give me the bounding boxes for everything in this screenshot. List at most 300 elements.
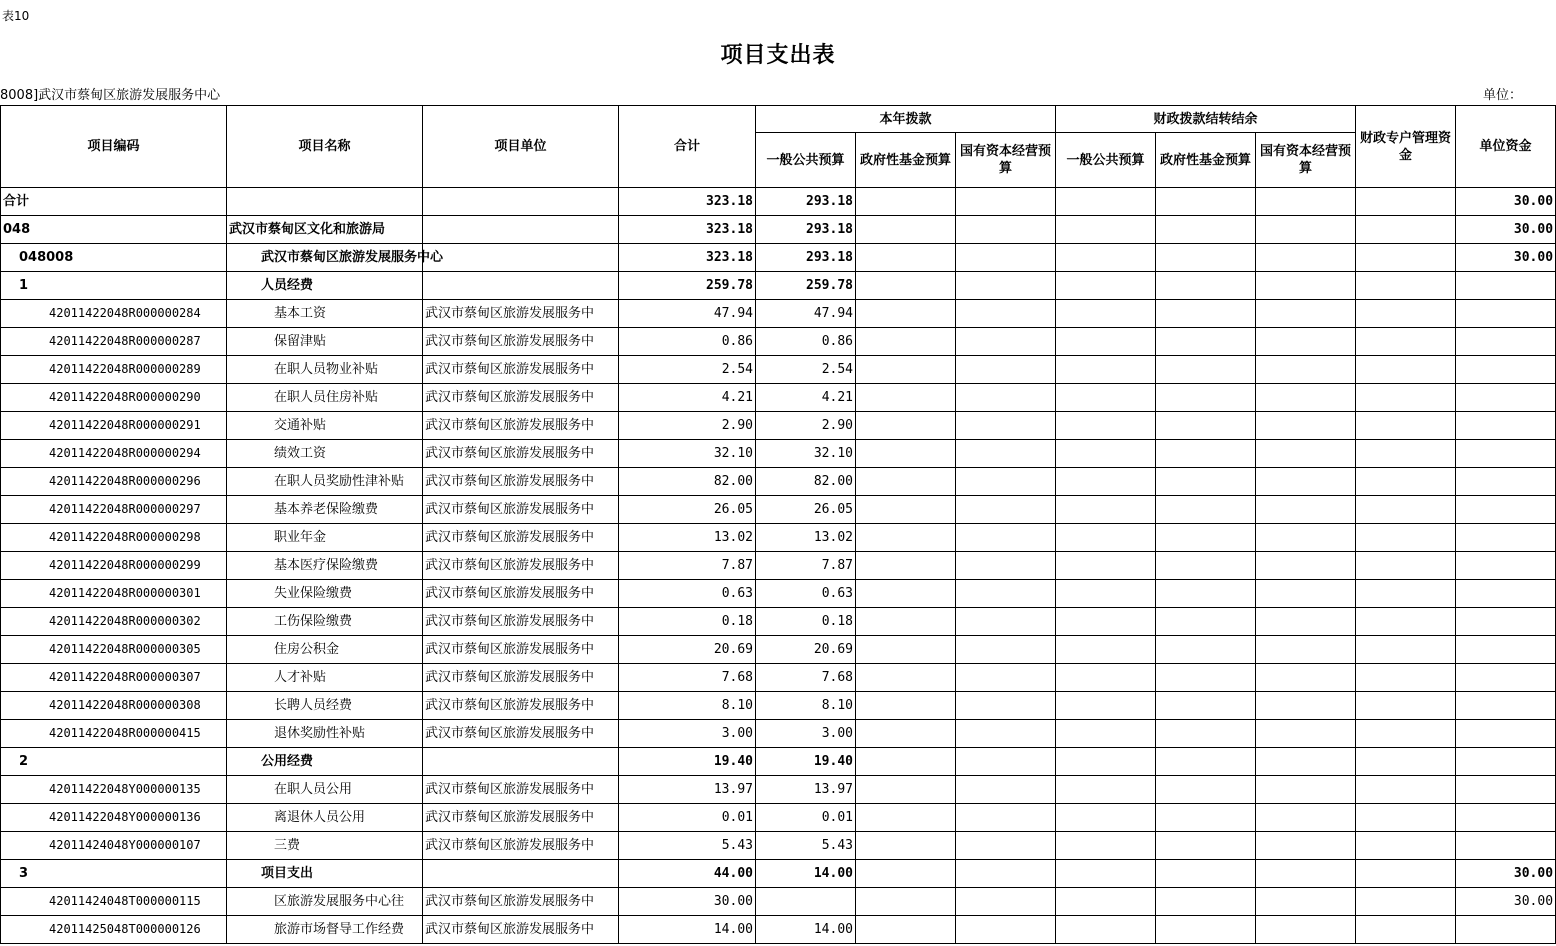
cell-carry-general [1056,636,1156,664]
cell-name: 交通补贴 [227,412,423,440]
cell-carry-govfund [1156,748,1256,776]
cell-govfund [856,328,956,356]
cell-state-capital [956,776,1056,804]
cell-carry-state [1256,580,1356,608]
cell-carry-state [1256,860,1356,888]
cell-name: 长聘人员经费 [227,692,423,720]
cell-name: 职业年金 [227,524,423,552]
cell-general-budget: 32.10 [756,440,856,468]
cell-special-account [1356,188,1456,216]
cell-carry-govfund [1156,468,1256,496]
cell-unit-funds [1456,300,1556,328]
cell-unit [423,216,619,244]
cell-unit-funds [1456,356,1556,384]
cell-govfund [856,496,956,524]
cell-unit-funds [1456,328,1556,356]
cell-total: 19.40 [619,748,756,776]
cell-general-budget: 82.00 [756,468,856,496]
cell-carry-state [1256,440,1356,468]
cell-unit-funds [1456,720,1556,748]
cell-carry-general [1056,468,1156,496]
cell-code: 42011422048R000000296 [1,468,227,496]
cell-carry-state [1256,832,1356,860]
header-govfund-1: 政府性基金预算 [856,133,956,188]
cell-general-budget: 14.00 [756,916,856,944]
cell-carry-state [1256,328,1356,356]
cell-state-capital [956,832,1056,860]
cell-total: 2.54 [619,356,756,384]
cell-unit: 武汉市蔡甸区旅游发展服务中 [423,524,619,552]
cell-code: 42011422048R000000415 [1,720,227,748]
cell-total: 323.18 [619,188,756,216]
cell-name: 离退休人员公用 [227,804,423,832]
cell-unit-funds: 30.00 [1456,244,1556,272]
table-row [1,804,1556,832]
cell-total: 0.01 [619,804,756,832]
cell-unit-funds [1456,524,1556,552]
cell-total: 26.05 [619,496,756,524]
cell-code: 42011424048T000000115 [1,888,227,916]
cell-state-capital [956,272,1056,300]
cell-carry-govfund [1156,776,1256,804]
cell-carry-govfund [1156,440,1256,468]
page-title: 项目支出表 [720,42,836,68]
table-row [1,384,1556,412]
cell-carry-general [1056,384,1156,412]
cell-total: 44.00 [619,860,756,888]
cell-name: 人员经费 [227,272,423,300]
cell-code: 合计 [1,188,227,216]
cell-general-budget: 3.00 [756,720,856,748]
cell-code: 42011422048R000000284 [1,300,227,328]
table-row [1,328,1556,356]
cell-general-budget [756,888,856,916]
cell-special-account [1356,412,1456,440]
cell-carry-state [1256,664,1356,692]
cell-code: 2 [1,748,227,776]
cell-unit-funds [1456,468,1556,496]
table-row [1,216,1556,244]
cell-total: 30.00 [619,888,756,916]
table-row [1,916,1556,944]
cell-total: 259.78 [619,272,756,300]
cell-name: 在职人员奖励性津补贴 [227,468,423,496]
cell-carry-general [1056,412,1156,440]
cell-govfund [856,524,956,552]
cell-govfund [856,412,956,440]
cell-unit-funds [1456,272,1556,300]
cell-carry-govfund [1156,580,1256,608]
cell-carry-state [1256,748,1356,776]
cell-code: 42011424048Y000000107 [1,832,227,860]
cell-unit-funds: 30.00 [1456,860,1556,888]
cell-carry-govfund [1156,272,1256,300]
table-number: 表10 [2,9,30,23]
cell-general-budget: 14.00 [756,860,856,888]
cell-general-budget: 293.18 [756,244,856,272]
cell-code: 3 [1,860,227,888]
cell-carry-govfund [1156,328,1256,356]
cell-state-capital [956,496,1056,524]
cell-state-capital [956,552,1056,580]
cell-unit: 武汉市蔡甸区旅游发展服务中 [423,832,619,860]
cell-unit [423,188,619,216]
cell-code: 42011422048R000000297 [1,496,227,524]
cell-total: 2.90 [619,412,756,440]
cell-carry-state [1256,776,1356,804]
header-unit: 项目单位 [423,106,619,188]
header-unit-funds: 单位资金 [1456,106,1556,188]
cell-carry-govfund [1156,692,1256,720]
cell-carry-state [1256,244,1356,272]
table-row [1,608,1556,636]
cell-code: 42011422048R000000294 [1,440,227,468]
cell-code: 42011422048R000000289 [1,356,227,384]
cell-carry-general [1056,496,1156,524]
cell-carry-general [1056,608,1156,636]
cell-unit: 武汉市蔡甸区旅游发展服务中 [423,720,619,748]
cell-state-capital [956,692,1056,720]
cell-code: 42011422048R000000308 [1,692,227,720]
cell-carry-general [1056,188,1156,216]
cell-state-capital [956,468,1056,496]
header-code: 项目编码 [1,106,227,188]
cell-unit-funds: 30.00 [1456,888,1556,916]
cell-carry-state [1256,692,1356,720]
cell-general-budget: 26.05 [756,496,856,524]
cell-unit-funds [1456,496,1556,524]
cell-carry-state [1256,496,1356,524]
cell-special-account [1356,860,1456,888]
cell-code: 42011422048R000000307 [1,664,227,692]
cell-govfund [856,832,956,860]
cell-code: 42011422048R000000305 [1,636,227,664]
cell-govfund [856,916,956,944]
cell-general-budget: 13.02 [756,524,856,552]
cell-carry-state [1256,888,1356,916]
cell-total: 0.18 [619,608,756,636]
cell-carry-state [1256,468,1356,496]
cell-code: 42011422048Y000000136 [1,804,227,832]
cell-special-account [1356,384,1456,412]
cell-carry-general [1056,272,1156,300]
cell-name: 基本医疗保险缴费 [227,552,423,580]
cell-carry-govfund [1156,804,1256,832]
cell-name: 在职人员公用 [227,776,423,804]
table-row [1,272,1556,300]
table-row [1,860,1556,888]
table-row [1,524,1556,552]
cell-carry-state [1256,384,1356,412]
cell-total: 13.02 [619,524,756,552]
cell-govfund [856,244,956,272]
cell-unit-funds: 30.00 [1456,216,1556,244]
table-row [1,440,1556,468]
cell-code: 048008 [1,244,227,272]
cell-special-account [1356,468,1456,496]
cell-special-account [1356,356,1456,384]
cell-govfund [856,804,956,832]
cell-general-budget: 5.43 [756,832,856,860]
cell-unit-funds: 30.00 [1456,188,1556,216]
cell-unit-funds [1456,748,1556,776]
cell-special-account [1356,888,1456,916]
cell-state-capital [956,300,1056,328]
cell-name: 基本工资 [227,300,423,328]
cell-general-budget: 4.21 [756,384,856,412]
cell-general-budget: 0.86 [756,328,856,356]
cell-carry-state [1256,356,1356,384]
cell-carry-govfund [1156,664,1256,692]
table-row [1,468,1556,496]
cell-unit [423,244,619,272]
cell-state-capital [956,608,1056,636]
cell-govfund [856,776,956,804]
cell-code: 048 [1,216,227,244]
cell-special-account [1356,664,1456,692]
cell-state-capital [956,356,1056,384]
cell-state-capital [956,748,1056,776]
cell-special-account [1356,524,1456,552]
cell-general-budget: 259.78 [756,272,856,300]
cell-govfund [856,692,956,720]
cell-carry-general [1056,524,1156,552]
cell-unit-funds [1456,412,1556,440]
cell-total: 323.18 [619,244,756,272]
cell-carry-govfund [1156,860,1256,888]
cell-carry-general [1056,580,1156,608]
cell-state-capital [956,664,1056,692]
cell-unit: 武汉市蔡甸区旅游发展服务中 [423,636,619,664]
header-general-2: 一般公共预算 [1056,133,1156,188]
cell-carry-general [1056,916,1156,944]
cell-carry-state [1256,804,1356,832]
cell-unit: 武汉市蔡甸区旅游发展服务中 [423,496,619,524]
cell-unit [423,860,619,888]
table-row [1,664,1556,692]
cell-name: 基本养老保险缴费 [227,496,423,524]
cell-general-budget: 20.69 [756,636,856,664]
cell-unit [423,272,619,300]
cell-govfund [856,272,956,300]
table-row [1,412,1556,440]
table-row [1,832,1556,860]
cell-name: 失业保险缴费 [227,580,423,608]
cell-total: 0.86 [619,328,756,356]
cell-govfund [856,384,956,412]
cell-special-account [1356,636,1456,664]
cell-govfund [856,468,956,496]
table-row [1,300,1556,328]
cell-carry-general [1056,356,1156,384]
cell-govfund [856,888,956,916]
cell-code: 42011425048T000000126 [1,916,227,944]
cell-general-budget: 0.01 [756,804,856,832]
cell-special-account [1356,776,1456,804]
cell-general-budget: 2.90 [756,412,856,440]
cell-general-budget: 47.94 [756,300,856,328]
cell-carry-govfund [1156,496,1256,524]
cell-govfund [856,300,956,328]
cell-code: 42011422048R000000287 [1,328,227,356]
organization-label: 8008]武汉市蔡甸区旅游发展服务中心 [0,88,221,103]
cell-govfund [856,860,956,888]
cell-carry-govfund [1156,524,1256,552]
cell-unit-funds [1456,832,1556,860]
cell-special-account [1356,580,1456,608]
cell-unit-funds [1456,636,1556,664]
cell-general-budget: 2.54 [756,356,856,384]
cell-carry-state [1256,412,1356,440]
cell-unit: 武汉市蔡甸区旅游发展服务中 [423,328,619,356]
cell-unit: 武汉市蔡甸区旅游发展服务中 [423,776,619,804]
header-state-1: 国有资本经营预算 [956,133,1056,188]
table-row [1,356,1556,384]
cell-unit: 武汉市蔡甸区旅游发展服务中 [423,356,619,384]
cell-total: 323.18 [619,216,756,244]
cell-govfund [856,188,956,216]
cell-govfund [856,636,956,664]
cell-name: 人才补贴 [227,664,423,692]
cell-unit-funds [1456,384,1556,412]
cell-govfund [856,440,956,468]
cell-unit-funds [1456,804,1556,832]
cell-unit-funds [1456,692,1556,720]
cell-special-account [1356,916,1456,944]
cell-special-account [1356,244,1456,272]
cell-name: 在职人员住房补贴 [227,384,423,412]
cell-carry-state [1256,552,1356,580]
cell-carry-general [1056,664,1156,692]
cell-carry-state [1256,216,1356,244]
cell-unit: 武汉市蔡甸区旅游发展服务中 [423,608,619,636]
cell-special-account [1356,608,1456,636]
cell-unit [423,748,619,776]
cell-carry-general [1056,216,1156,244]
cell-general-budget: 0.18 [756,608,856,636]
cell-general-budget: 8.10 [756,692,856,720]
cell-carry-govfund [1156,552,1256,580]
table-row [1,188,1556,216]
cell-carry-govfund [1156,636,1256,664]
cell-general-budget: 7.87 [756,552,856,580]
expenditure-table [0,105,1556,944]
cell-carry-general [1056,440,1156,468]
cell-carry-state [1256,720,1356,748]
cell-name: 退休奖励性补贴 [227,720,423,748]
cell-state-capital [956,804,1056,832]
cell-total: 8.10 [619,692,756,720]
cell-special-account [1356,832,1456,860]
table-row [1,748,1556,776]
cell-code: 42011422048R000000298 [1,524,227,552]
header-total: 合计 [619,106,756,188]
cell-name: 公用经费 [227,748,423,776]
header-general-1: 一般公共预算 [756,133,856,188]
cell-name: 保留津贴 [227,328,423,356]
cell-carry-state [1256,636,1356,664]
cell-unit-funds [1456,608,1556,636]
header-current-year: 本年拨款 [756,106,1056,133]
cell-total: 0.63 [619,580,756,608]
cell-carry-govfund [1156,384,1256,412]
table-row [1,244,1556,272]
cell-state-capital [956,328,1056,356]
cell-code: 42011422048Y000000135 [1,776,227,804]
cell-special-account [1356,748,1456,776]
cell-general-budget: 7.68 [756,664,856,692]
table-row [1,720,1556,748]
header-special-account: 财政专户管理资金 [1356,106,1456,188]
cell-unit-funds [1456,440,1556,468]
cell-total: 5.43 [619,832,756,860]
header-carryover: 财政拨款结转结余 [1056,106,1356,133]
cell-unit: 武汉市蔡甸区旅游发展服务中 [423,300,619,328]
cell-carry-govfund [1156,188,1256,216]
table-row [1,636,1556,664]
table-row [1,776,1556,804]
cell-special-account [1356,496,1456,524]
cell-total: 20.69 [619,636,756,664]
cell-unit: 武汉市蔡甸区旅游发展服务中 [423,692,619,720]
cell-unit-funds [1456,664,1556,692]
table-row [1,888,1556,916]
cell-total: 14.00 [619,916,756,944]
cell-govfund [856,608,956,636]
cell-special-account [1356,272,1456,300]
cell-state-capital [956,188,1056,216]
cell-general-budget: 19.40 [756,748,856,776]
table-row [1,692,1556,720]
cell-govfund [856,748,956,776]
cell-govfund [856,720,956,748]
cell-state-capital [956,440,1056,468]
cell-carry-govfund [1156,356,1256,384]
cell-name: 在职人员物业补贴 [227,356,423,384]
cell-special-account [1356,440,1456,468]
cell-code: 42011422048R000000302 [1,608,227,636]
cell-govfund [856,356,956,384]
cell-special-account [1356,300,1456,328]
cell-unit: 武汉市蔡甸区旅游发展服务中 [423,552,619,580]
cell-code: 42011422048R000000299 [1,552,227,580]
cell-carry-general [1056,776,1156,804]
cell-state-capital [956,580,1056,608]
cell-total: 7.68 [619,664,756,692]
cell-name: 住房公积金 [227,636,423,664]
cell-unit: 武汉市蔡甸区旅游发展服务中 [423,664,619,692]
cell-unit: 武汉市蔡甸区旅游发展服务中 [423,888,619,916]
cell-carry-general [1056,552,1156,580]
cell-state-capital [956,916,1056,944]
cell-total: 47.94 [619,300,756,328]
cell-state-capital [956,636,1056,664]
cell-state-capital [956,888,1056,916]
cell-carry-state [1256,916,1356,944]
cell-carry-govfund [1156,916,1256,944]
cell-name: 旅游市场督导工作经费 [227,916,423,944]
cell-state-capital [956,720,1056,748]
cell-code: 1 [1,272,227,300]
cell-code: 42011422048R000000290 [1,384,227,412]
cell-unit: 武汉市蔡甸区旅游发展服务中 [423,384,619,412]
cell-unit-funds [1456,776,1556,804]
cell-special-account [1356,552,1456,580]
cell-special-account [1356,720,1456,748]
cell-carry-state [1256,300,1356,328]
cell-carry-state [1256,188,1356,216]
cell-state-capital [956,860,1056,888]
